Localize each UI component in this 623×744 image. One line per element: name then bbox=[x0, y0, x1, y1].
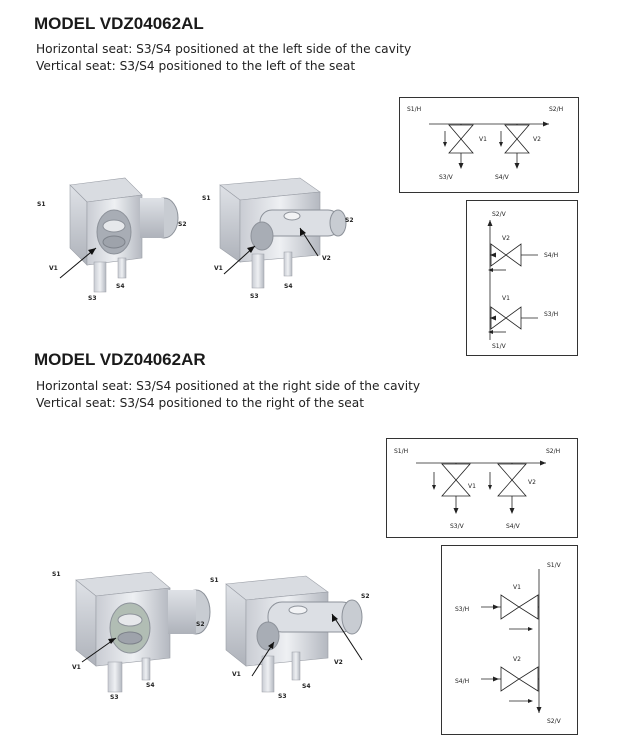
model-al-desc-horizontal: Horizontal seat: S3/S4 positioned at the left side of the cavity bbox=[36, 42, 412, 56]
label-s4: S4 bbox=[146, 682, 155, 689]
label-s4v: S4/V bbox=[495, 174, 509, 181]
label-s4v: S4/V bbox=[506, 523, 520, 530]
label-v1: V1 bbox=[502, 295, 510, 302]
label-s1h: S1/H bbox=[407, 106, 422, 113]
label-s2v: S2/V bbox=[547, 718, 561, 725]
label-v2: V2 bbox=[334, 659, 343, 666]
label-s3: S3 bbox=[278, 693, 287, 700]
label-v2: V2 bbox=[528, 479, 536, 486]
model-al-schematic-horizontal bbox=[399, 97, 579, 193]
label-s3h: S3/H bbox=[544, 311, 559, 318]
label-v2: V2 bbox=[513, 656, 521, 663]
label-s3: S3 bbox=[110, 694, 119, 701]
label-v1: V1 bbox=[72, 664, 81, 671]
model-ar-schematic-horizontal bbox=[386, 438, 578, 538]
label-v1: V1 bbox=[468, 483, 476, 490]
model-ar-valve-photo-right bbox=[206, 570, 381, 705]
label-v1: V1 bbox=[513, 584, 521, 591]
model-al-valve-photo-left bbox=[30, 170, 190, 305]
label-v2: V2 bbox=[502, 235, 510, 242]
label-s4: S4 bbox=[284, 283, 293, 290]
model-ar-desc-vertical: Vertical seat: S3/S4 positioned to the right of the seat bbox=[36, 396, 364, 410]
label-s1: S1 bbox=[52, 571, 61, 578]
label-s1h: S1/H bbox=[394, 448, 409, 455]
model-al-schematic-vertical bbox=[466, 200, 578, 356]
label-s1: S1 bbox=[37, 201, 46, 208]
label-s2: S2 bbox=[196, 621, 205, 628]
model-ar-schematic-vertical bbox=[441, 545, 578, 735]
label-s2: S2 bbox=[361, 593, 370, 600]
label-s3: S3 bbox=[88, 295, 97, 302]
model-al-valve-photo-right bbox=[200, 170, 370, 305]
model-ar-desc-horizontal: Horizontal seat: S3/S4 positioned at the right side of the cavity bbox=[36, 379, 421, 393]
label-v1: V1 bbox=[214, 265, 223, 272]
label-s3v: S3/V bbox=[450, 523, 464, 530]
model-ar-title: MODEL VDZ04062AR bbox=[34, 350, 206, 369]
label-s2: S2 bbox=[178, 221, 187, 228]
label-s1v: S1/V bbox=[492, 343, 506, 350]
label-s3v: S3/V bbox=[439, 174, 453, 181]
label-s1: S1 bbox=[210, 577, 219, 584]
model-al-title: MODEL VDZ04062AL bbox=[34, 14, 204, 33]
label-v1: V1 bbox=[232, 671, 241, 678]
label-s3: S3 bbox=[250, 293, 259, 300]
label-s4h: S4/H bbox=[544, 252, 559, 259]
label-s2v: S2/V bbox=[492, 211, 506, 218]
label-s2h: S2/H bbox=[549, 106, 564, 113]
label-s4: S4 bbox=[302, 683, 311, 690]
label-s4h: S4/H bbox=[455, 678, 470, 685]
label-v2: V2 bbox=[533, 136, 541, 143]
label-v2: V2 bbox=[322, 255, 331, 262]
label-s1: S1 bbox=[202, 195, 211, 202]
label-s3h: S3/H bbox=[455, 606, 470, 613]
model-ar-valve-photo-left bbox=[46, 558, 216, 703]
label-v1: V1 bbox=[49, 265, 58, 272]
label-v1: V1 bbox=[479, 136, 487, 143]
label-s2h: S2/H bbox=[546, 448, 561, 455]
label-s4: S4 bbox=[116, 283, 125, 290]
model-al-desc-vertical: Vertical seat: S3/S4 positioned to the left of the seat bbox=[36, 59, 356, 73]
label-s2: S2 bbox=[345, 217, 354, 224]
label-s1v: S1/V bbox=[547, 562, 561, 569]
